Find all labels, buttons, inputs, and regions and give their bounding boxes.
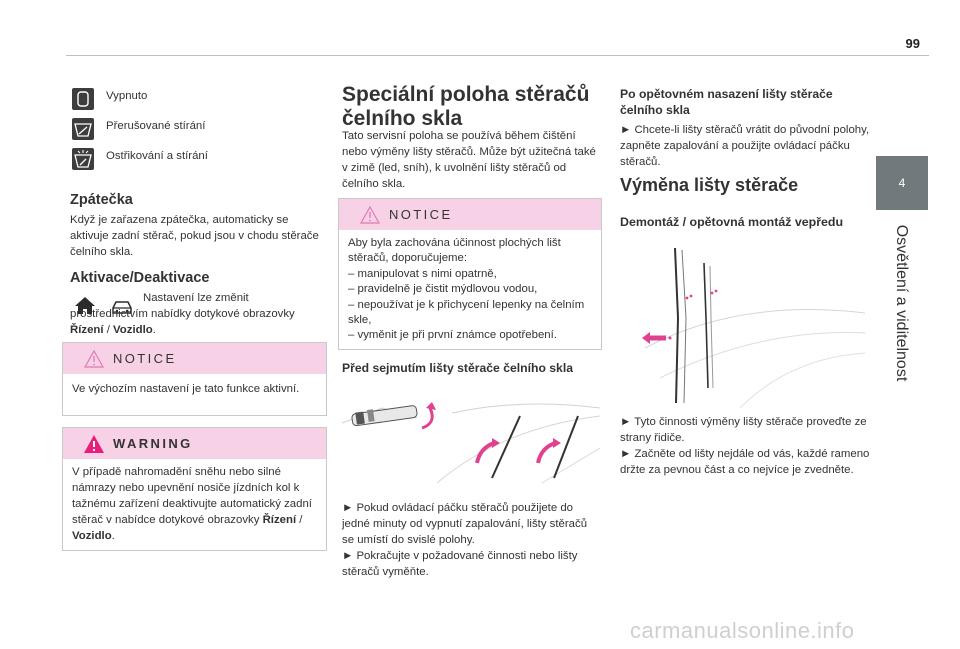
list-item: – nepoužívat je k přichycení lepenky na čelním skle, — [348, 298, 585, 327]
chapter-number: 4 — [898, 176, 906, 190]
wiper-off-icon — [72, 88, 94, 110]
before-removal-heading: Před sejmutím lišty stěrače čelního skla — [342, 361, 573, 375]
section-intro: Tato servisní poloha se používá během čištění nebo výměny lišty stěračů. Může být užitečná také v zimě (led, sníh), k uvolnění lišty stěračů od čelního skla. — [342, 130, 596, 190]
wiper-mode-label: Ostřikování a stírání — [106, 150, 208, 162]
wiper-raise-illustration — [620, 238, 865, 408]
notice-triangle-icon — [359, 205, 381, 225]
step-item: ► Pokud ovládací páčku stěračů použijete do jedné minuty od vypnutí zapalování, lišty stěračů se umístí do svislé polohy. — [342, 502, 588, 546]
list-item: – manipulovat s nimi opatrně, — [348, 267, 497, 280]
section-title: Speciální poloha stěračů čelního skla — [342, 83, 590, 130]
notice-text: Aby byla zachována účinnost plochých lišt stěračů, doporučujeme: — [348, 237, 561, 265]
notice-box — [338, 198, 602, 350]
replace-title: Výměna lišty stěrače — [620, 175, 799, 195]
front-heading: Demontáž / opětovná montáž vepředu — [620, 215, 844, 229]
header-divider — [66, 55, 929, 56]
wiper-wash-icon — [72, 148, 94, 170]
list-item: – vyměnit je při první známce opotřebení. — [348, 329, 557, 342]
page-number: 99 — [905, 36, 920, 51]
wiper-mode-label: Přerušované stírání — [106, 120, 206, 132]
warning-label: WARNING — [113, 436, 193, 451]
menu-vozidlo: Vozidlo — [113, 324, 153, 336]
step-item: ► Pokračujte v požadované činnosti nebo lišty stěračů vyměňte. — [342, 550, 578, 578]
reverse-text: Když je zařazena zpátečka, automaticky se aktivuje zadní stěrač, pokud jsou v chodu stěrače čelního skla. — [70, 214, 319, 258]
notice-box — [62, 342, 327, 416]
wiper-mode-label: Vypnuto — [106, 90, 148, 102]
notice-text: Ve výchozím nastavení je tato funkce aktivní. — [72, 383, 300, 395]
refit-heading: Po opětovném nasazení lišty stěrače čelního skla — [620, 87, 833, 117]
menu-rizeni: Řízení — [262, 514, 297, 526]
step-item: ► Tyto činnosti výměny lišty stěrače proveďte ze strany řidiče. — [620, 416, 867, 444]
activation-text: Nastavení lze změnit prostřednictvím nabídky dotykové obrazovky Řízení / Vozidlo. — [70, 292, 295, 336]
warning-triangle-icon — [83, 434, 105, 454]
warning-box — [62, 427, 327, 551]
chapter-title — [886, 218, 916, 388]
notice-label: NOTICE — [113, 351, 177, 366]
chapter-tab[interactable] — [876, 156, 928, 210]
menu-vozidlo: Vozidlo — [72, 530, 112, 542]
wiper-intermittent-icon — [72, 118, 94, 140]
menu-rizeni: Řízení — [70, 324, 104, 336]
step-item: ► Chcete-li lišty stěračů vrátit do původní polohy, zapněte zapalování a použijte ovládací páčku stěračů. — [620, 124, 870, 168]
warning-text: V případě nahromadění sněhu nebo silné námrazy nebo upevnění nosiče jízdních kol k tažnému zařízení deaktivujte automatický zadní stěrač v nabídce dotykové obrazovky Řízení / Vozidlo. — [72, 466, 312, 542]
step-item: ► Začněte od lišty nejdále od vás, každé rameno držte za pevnou část a co nejvíce je zvedněte. — [620, 448, 870, 476]
list-item: – pravidelně je čistit mýdlovou vodou, — [348, 283, 538, 296]
reverse-heading: Zpátečka — [70, 192, 133, 208]
activation-heading: Aktivace/Deaktivace — [70, 270, 210, 286]
notice-label: NOTICE — [389, 207, 453, 222]
watermark: carmanualsonline.info — [630, 618, 855, 643]
chapter-title-text: Osvětlení a viditelnost — [893, 224, 910, 382]
notice-triangle-icon — [83, 349, 105, 369]
wiper-lever-illustration — [342, 388, 600, 488]
